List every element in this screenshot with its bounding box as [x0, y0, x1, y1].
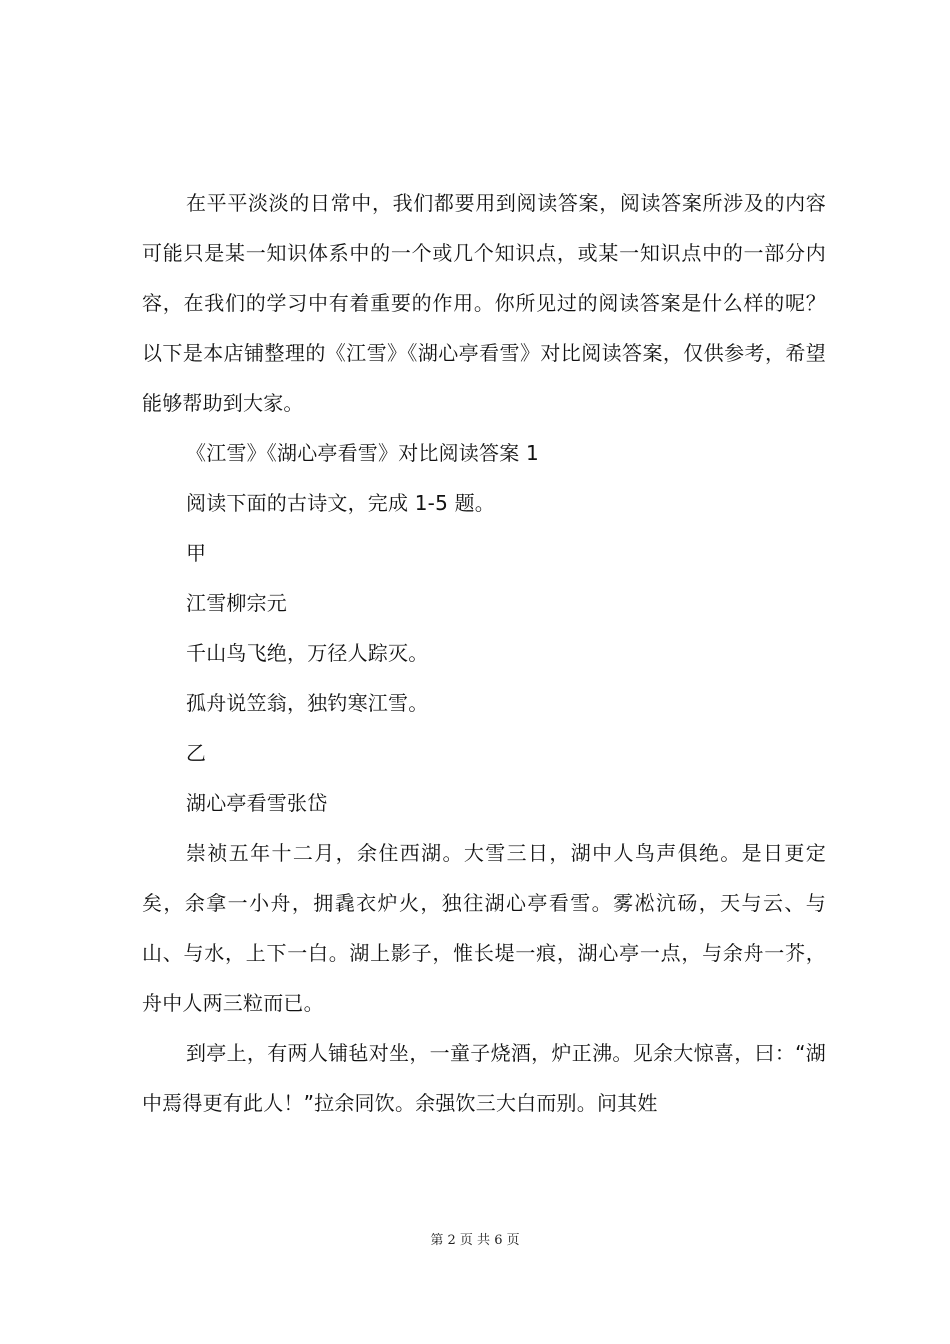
instruction-line: 阅读下面的古诗文，完成 1-5 题。 [186, 491, 495, 515]
essay-paragraph-1: 崇祯五年十二月，余住西湖。大雪三日，湖中人鸟声俱绝。是日更定矣，余拿一小舟，拥毳衣炉火，独往湖心亭看雪。雾凇沆砀，天与云、与山、与水，上下一白。湖上影子，惟长堤一痕，湖心亭一点，与余舟一芥，舟中人两三粒而已。 [142, 841, 826, 1015]
document-body [142, 178, 826, 1128]
page-number-footer: 第 2 页 共 6 页 [430, 1233, 520, 1248]
section-title: 《江雪》《湖心亭看雪》对比阅读答案 1 [186, 441, 539, 465]
essay-title: 湖心亭看雪张岱 [186, 791, 328, 815]
poem-line-2: 孤舟说笠翁，独钓寒江雪。 [186, 691, 429, 715]
part-label-yi: 乙 [186, 741, 207, 765]
essay-paragraph-2: 到亭上，有两人铺毡对坐，一童子烧酒，炉正沸。见余大惊喜，曰：“湖中焉得更有此人！”拉余同饮。余强饮三大白而别。问其姓 [142, 1041, 826, 1115]
part-label-jia: 甲 [186, 541, 207, 565]
poem-title: 江雪柳宗元 [186, 591, 287, 615]
intro-paragraph: 在平平淡淡的日常中，我们都要用到阅读答案，阅读答案所涉及的内容可能只是某一知识体系中的一个或几个知识点，或某一知识点中的一部分内容，在我们的学习中有着重要的作用。你所见过的阅读答案是什么样的呢？以下是本店铺整理的《江雪》《湖心亭看雪》对比阅读答案，仅供参考，希望能够帮助到大家。 [142, 191, 826, 415]
poem-line-1: 千山鸟飞绝，万径人踪灭。 [186, 641, 429, 665]
